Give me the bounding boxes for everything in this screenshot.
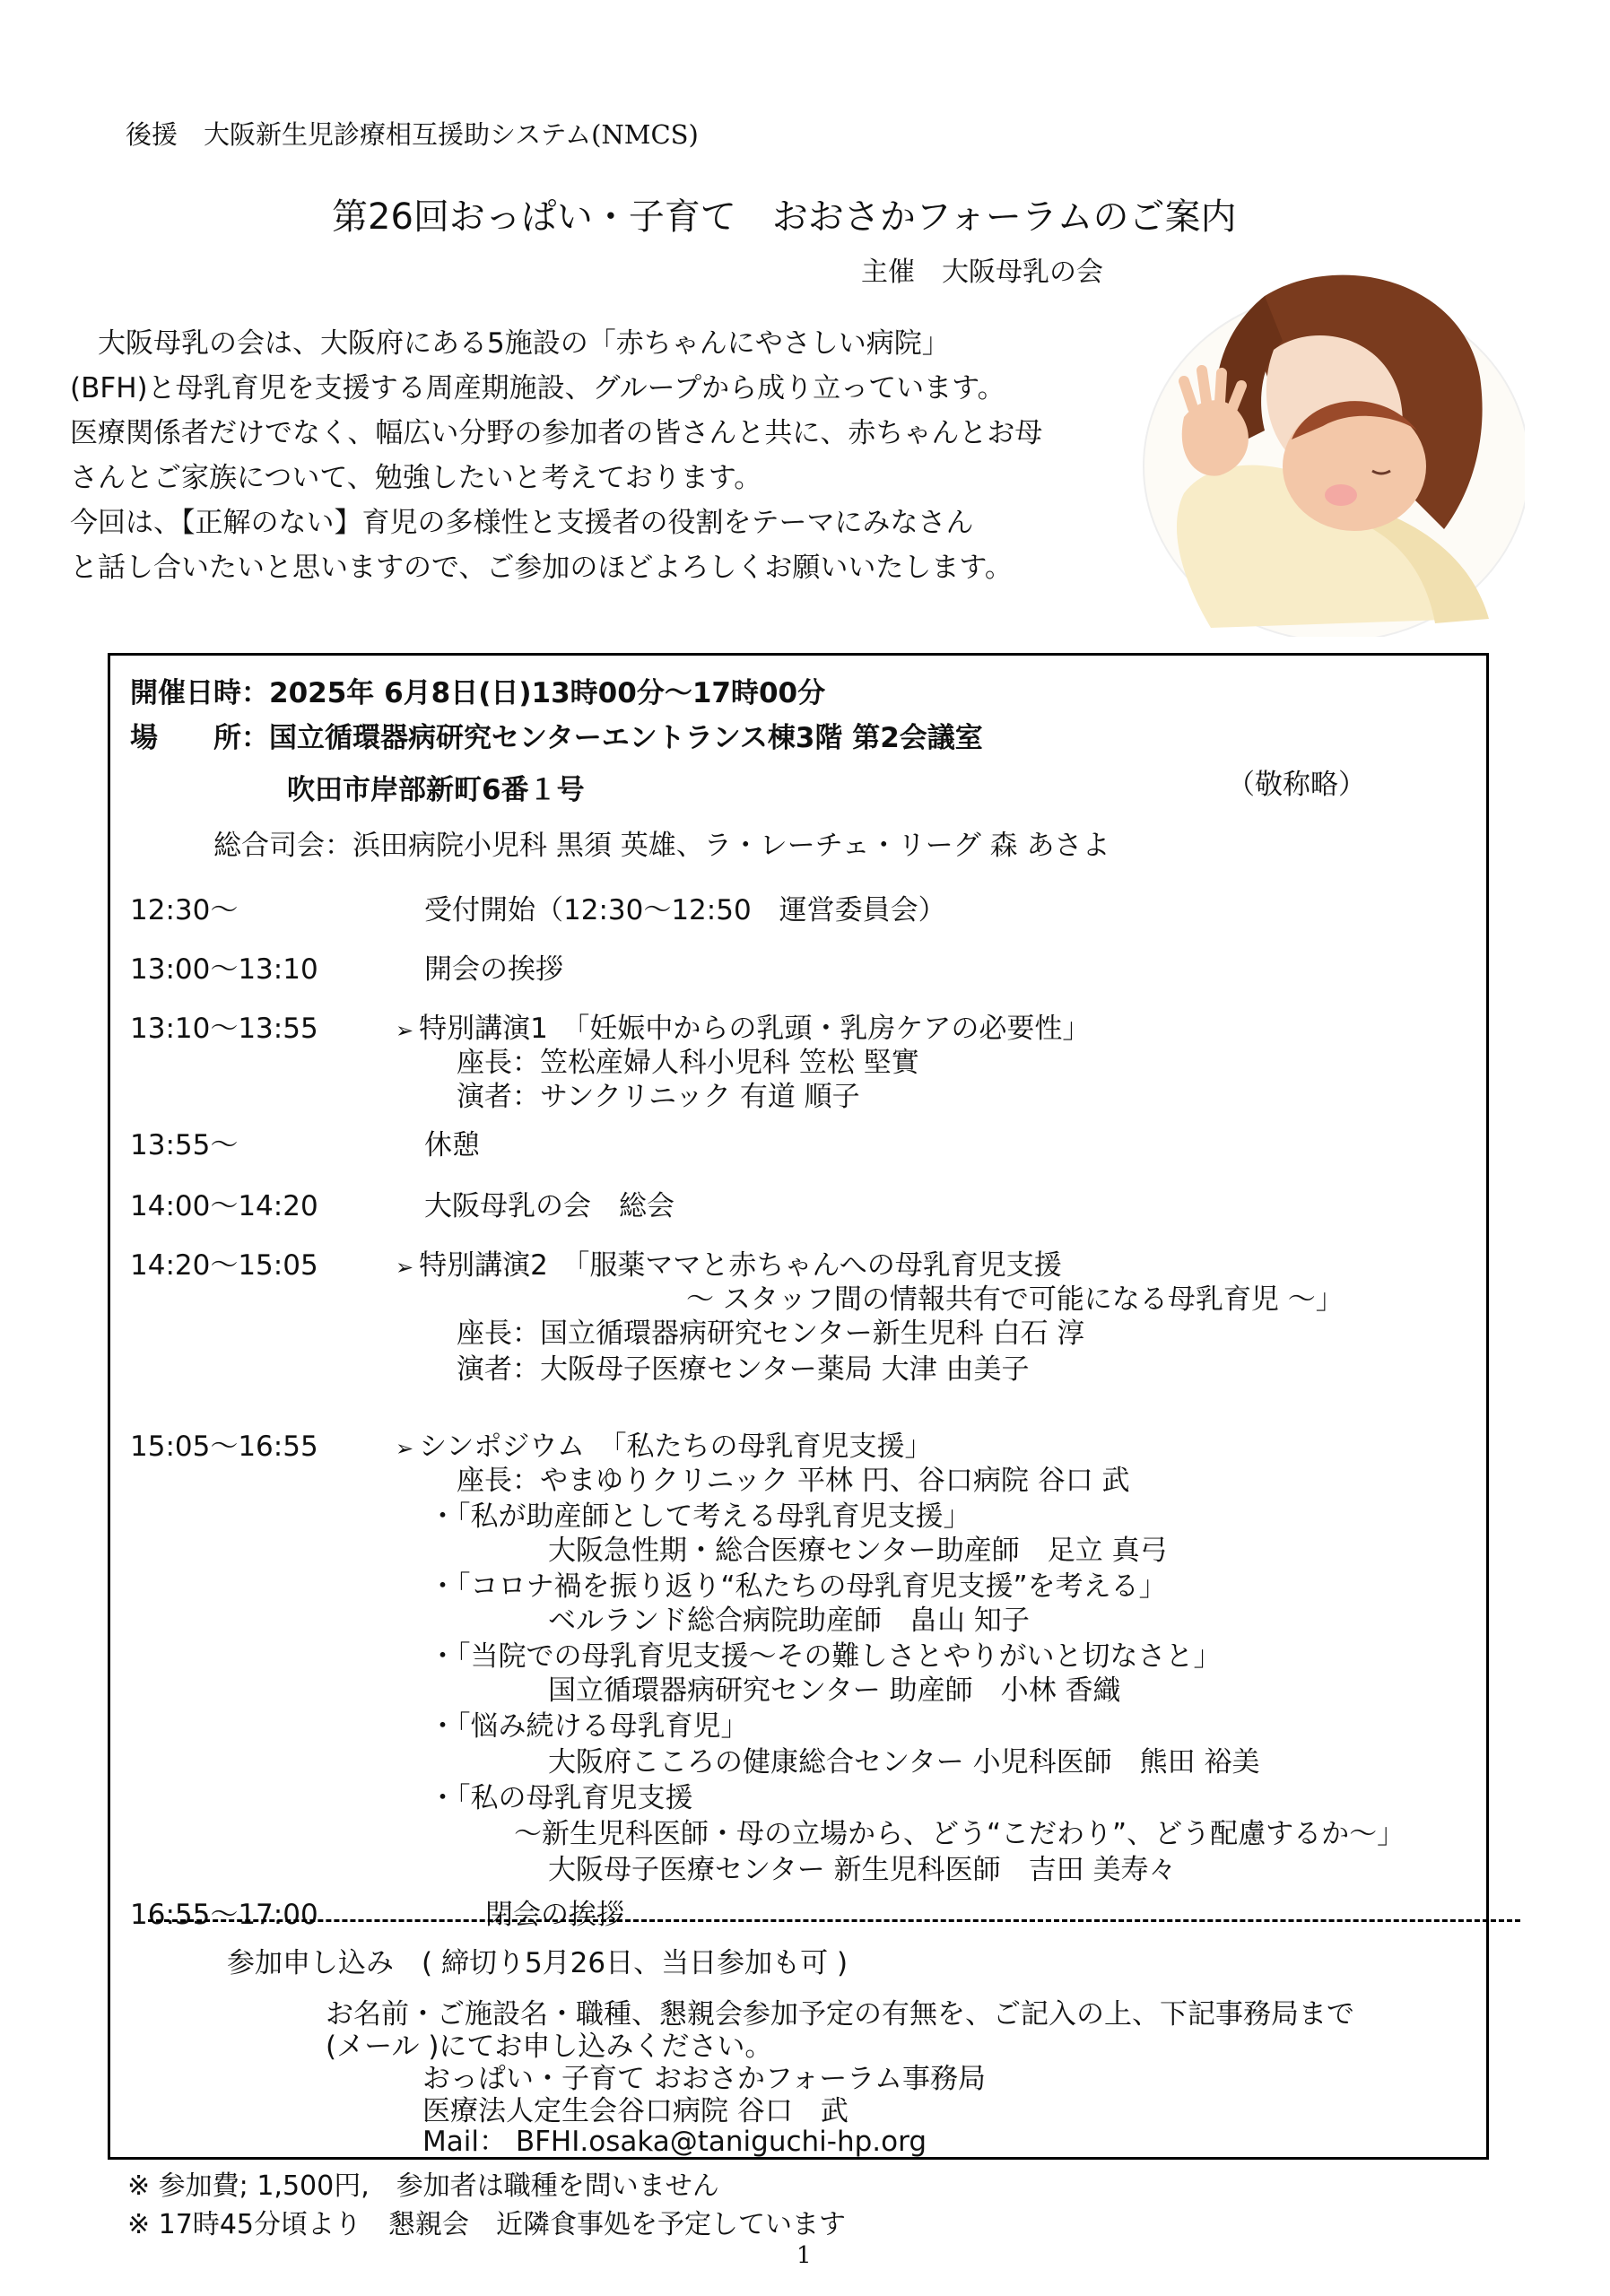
registration-office: おっぱい・子育て おおさかフォーラム事務局: [422, 2063, 986, 2095]
schedule-time: 15:05～16:55: [130, 1431, 318, 1463]
talk-title: ・「悩み続ける母乳育児」: [429, 1710, 749, 1743]
schedule-time: 14:00～14:20: [130, 1190, 318, 1222]
talk-speaker: ベルランド総合病院助産師 畠山 知子: [548, 1605, 1030, 1637]
intro-line: さんとご家族について、勉強したいと考えております。: [70, 462, 762, 494]
talk-title: ・「私が助産師として考える母乳育児支援」: [429, 1500, 971, 1533]
talk-speaker: 国立循環器病研究センター 助産師 小林 香織: [548, 1674, 1121, 1707]
schedule-text: 休憩: [424, 1129, 480, 1161]
venue-label: 場 所：: [130, 722, 269, 754]
talk-title: ・「私の母乳育児支援: [429, 1782, 693, 1814]
registration-line: お名前・ご施設名・職種、懇親会参加予定の有無を、ご記入の上、下記事務局まで: [326, 1998, 1354, 2031]
talk-speaker: 大阪府こころの健康総合センター 小児科医師 熊田 裕美: [548, 1746, 1260, 1779]
dashed-divider: [148, 1919, 1520, 1922]
schedule-row: [130, 1242, 1062, 1283]
organizer-line: 主催 大阪母乳の会: [861, 257, 1103, 288]
fee-note: ※ 参加費; 1,500円, 参加者は職種を問いません: [127, 2170, 719, 2202]
datetime-value: 2025年 6月8日(日)13時00分～17時00分: [269, 677, 826, 709]
venue-row: [130, 715, 983, 755]
schedule-row: [130, 946, 563, 987]
support-line: 後援 大阪新生児診療相互援助システム(NMCS): [126, 119, 699, 150]
talk-speaker: 大阪急性期・総合医療センター助産師 足立 真弓: [548, 1535, 1168, 1567]
speaker-line: 演者：大阪母子医療センター薬局 大津 由美子: [457, 1353, 1030, 1386]
schedule-text: 閉会の挨拶: [485, 1899, 624, 1931]
schedule-time: 13:00～13:10: [130, 953, 318, 986]
schedule-text: 特別講演2 「服薬ママと赤ちゃんへの母乳育児支援: [419, 1249, 1062, 1282]
venue-address: 吹田市岸部新町6番１号: [287, 774, 585, 806]
schedule-text: 受付開始（12:30～12:50 運営委員会）: [424, 894, 946, 926]
schedule-row: [130, 1005, 1091, 1046]
schedule-text: 特別講演1 「妊娠中からの乳頭・乳房ケアの必要性」: [419, 1013, 1091, 1045]
party-note: ※ 17時45分頃より 懇親会 近隣食事処を予定しています: [127, 2209, 847, 2240]
honorific-note: （敬称略）: [1227, 769, 1366, 801]
intro-line: (BFH)と母乳育児を支援する周産期施設、グループから成り立っています。: [70, 372, 1005, 404]
schedule-time: 12:30～: [130, 894, 239, 926]
schedule-time: 13:10～13:55: [130, 1013, 318, 1045]
intro-paragraph: [70, 321, 1042, 590]
datetime-label: 開催日時：: [130, 677, 269, 709]
mother-baby-illustration: [1130, 260, 1525, 637]
talk-title: ・「コロナ禍を振り返り“私たちの母乳育児支援”を考える」: [429, 1570, 1167, 1603]
registration-mail: Mail： BFHI.osaka@taniguchi-hp.org: [422, 2126, 927, 2158]
schedule-text: シンポジウム 「私たちの母乳育児支援」: [419, 1431, 933, 1463]
schedule-text: 大阪母乳の会 総会: [424, 1190, 674, 1222]
datetime-row: [130, 670, 825, 710]
schedule-row: [130, 1892, 624, 1932]
schedule-time: 13:55～: [130, 1129, 239, 1161]
schedule-time: 14:20～15:05: [130, 1249, 318, 1282]
registration-line: (メール )にてお申し込みください。: [326, 2031, 773, 2063]
schedule-time: 16:55～17:00: [130, 1899, 318, 1931]
intro-line: と話し合いたいと思いますので、ご参加のほどよろしくお願いいたします。: [70, 552, 1013, 584]
chair-line: 座長：笠松産婦人科小児科 笠松 堅實: [457, 1047, 919, 1079]
talk-title: ・「当院での母乳育児支援～その難しさとやりがいと切なさと」: [429, 1640, 1222, 1673]
event-info-box: [108, 653, 1489, 2160]
mc-line: 総合司会：浜田病院小児科 黒須 英雄、ラ・レーチェ・リーグ 森 あさよ: [213, 830, 1110, 862]
title-continuation: ～ スタッフ間の情報共有で可能になる母乳育児 ～」: [686, 1283, 1344, 1316]
schedule-row: [130, 1122, 480, 1162]
schedule-row: [130, 1183, 674, 1223]
chair-line: 座長：国立循環器病研究センター新生児科 白石 淳: [457, 1318, 1085, 1350]
schedule-row: [130, 887, 946, 927]
schedule-text: 開会の挨拶: [424, 953, 563, 986]
page-title: 第26回おっぱい・子育て おおさかフォーラムのご案内: [332, 196, 1237, 238]
arrow-bullet-icon: ➢: [396, 1255, 414, 1280]
registration-hospital: 医療法人定生会谷口病院 谷口 武: [422, 2095, 849, 2127]
intro-line: 医療関係者だけでなく、幅広い分野の参加者の皆さんと共に、赤ちゃんとお母: [70, 417, 1043, 449]
speaker-line: 演者：サンクリニック 有道 順子: [457, 1081, 860, 1113]
arrow-bullet-icon: ➢: [396, 1436, 414, 1461]
registration-heading: 参加申し込み ( 締切り5月26日、当日参加も可 ): [227, 1947, 849, 1979]
talk-title-continuation: ～新生児科医師・母の立場から、どう“こだわり”、どう配慮するか～」: [514, 1818, 1405, 1850]
intro-line: 大阪母乳の会は、大阪府にある5施設の「赤ちゃんにやさしい病院」: [70, 327, 950, 360]
venue-value: 国立循環器病研究センターエントランス棟3階 第2会議室: [269, 722, 983, 754]
page-number: 1: [796, 2242, 812, 2269]
schedule-row: [130, 1423, 933, 1464]
talk-speaker: 大阪母子医療センター 新生児科医師 吉田 美寿々: [548, 1854, 1177, 1886]
intro-line: 今回は、【正解のない】育児の多様性と支援者の役割をテーマにみなさん: [70, 507, 974, 539]
chair-line: 座長：やまゆりクリニック 平林 円、谷口病院 谷口 武: [457, 1465, 1130, 1497]
arrow-bullet-icon: ➢: [396, 1018, 414, 1043]
